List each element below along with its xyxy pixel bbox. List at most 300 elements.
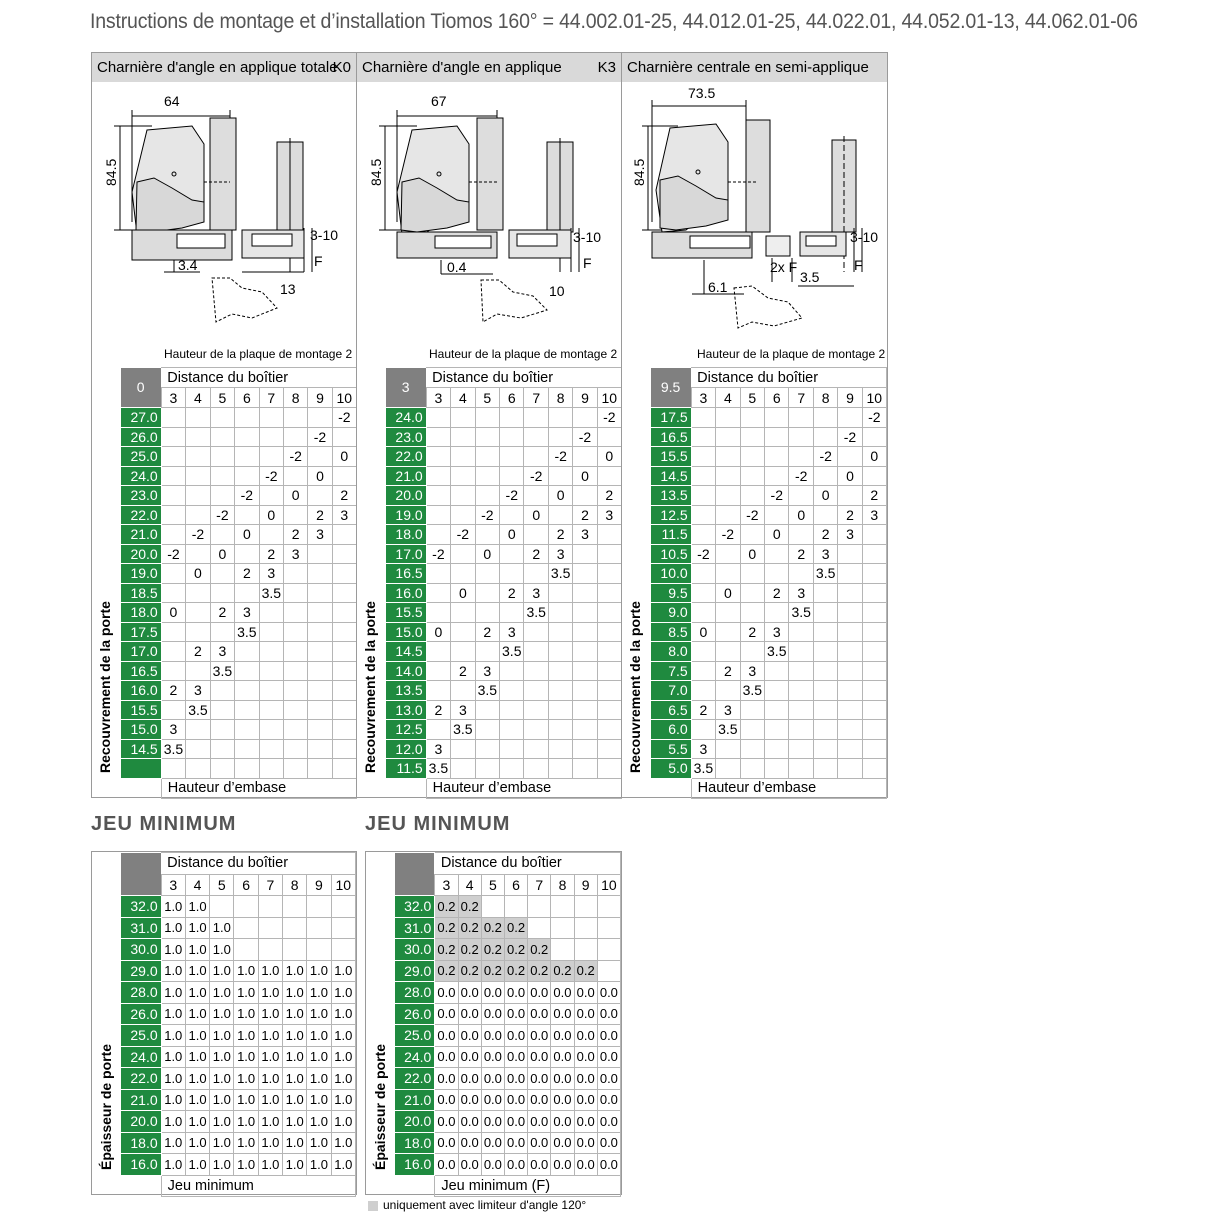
table-row: [121, 1154, 356, 1176]
table-cell: [475, 720, 499, 740]
table-cell: [308, 544, 332, 564]
table-cell: [524, 681, 548, 701]
table-cell: [186, 486, 210, 506]
dim-f: F: [583, 255, 592, 271]
table-cell: [740, 642, 764, 662]
table-cell: [765, 603, 789, 623]
table-cell: [210, 447, 234, 467]
table-cell: [284, 505, 308, 525]
table-cell: 0.2: [435, 917, 458, 939]
table-cell: 1.0: [331, 982, 355, 1004]
row-header: 18.0: [121, 1132, 162, 1154]
table-cell: 1.0: [185, 1003, 209, 1025]
table-cell: 3.5: [789, 603, 813, 623]
table-cell: [597, 759, 621, 779]
hinge-drawing: [622, 82, 887, 352]
table-cell: 0.0: [458, 1154, 481, 1176]
table-cell: [548, 427, 572, 447]
row-header: 5.0: [651, 759, 692, 779]
table-cell: 0.0: [528, 1111, 551, 1133]
overlay-table: [385, 367, 622, 799]
table-cell: [789, 661, 813, 681]
table-cell: [161, 408, 185, 428]
row-header: 12.5: [651, 505, 692, 525]
table-cell: [524, 564, 548, 584]
table-cell: 3: [789, 583, 813, 603]
table-cell: [259, 720, 283, 740]
table-cell: [308, 486, 332, 506]
table-cell: [838, 661, 862, 681]
table-cell: 3.5: [475, 681, 499, 701]
table-cell: 0.0: [597, 1154, 620, 1176]
table-row: [386, 427, 622, 447]
table-cell: [691, 466, 715, 486]
row-header: 22.0: [395, 1068, 435, 1090]
table-cell: [765, 681, 789, 701]
row-header: 25.0: [121, 1025, 162, 1047]
table-row: [395, 1089, 621, 1111]
row-header: 14.0: [386, 661, 427, 681]
table-cell: 0.0: [481, 1111, 504, 1133]
column-header: 10: [597, 874, 620, 896]
table-cell: [186, 427, 210, 447]
row-header: 20.0: [395, 1111, 435, 1133]
row-header: 22.0: [121, 505, 162, 525]
table-cell: 2: [573, 505, 597, 525]
table-cell: 0.2: [435, 960, 458, 982]
table-cell: [813, 408, 837, 428]
panel-code: K3: [597, 59, 616, 76]
dim-width: 67: [431, 93, 447, 109]
dim-f: F: [314, 253, 323, 269]
table-cell: [813, 427, 837, 447]
table-cell: 2: [862, 486, 886, 506]
table-cell: 0: [308, 466, 332, 486]
table-row: [651, 525, 887, 545]
table-cell: [475, 603, 499, 623]
table-cell: [475, 525, 499, 545]
column-header: 5: [210, 874, 234, 896]
table-cell: [258, 939, 282, 961]
table-cell: [308, 759, 332, 779]
table-cell: [597, 960, 620, 982]
table-cell: 1.0: [258, 1068, 282, 1090]
table-cell: 1.0: [234, 1025, 258, 1047]
table-cell: [500, 544, 524, 564]
footer-spacer: [395, 1175, 435, 1197]
table-cell: 1.0: [258, 1132, 282, 1154]
table-cell: [161, 583, 185, 603]
row-header: 10.5: [651, 544, 692, 564]
table-cell: [284, 408, 308, 428]
table-cell: [789, 447, 813, 467]
table-cell: [500, 466, 524, 486]
table-cell: 1.0: [161, 1003, 185, 1025]
table-cell: [573, 583, 597, 603]
table-cell: [862, 681, 886, 701]
table-cell: 0.0: [551, 1089, 574, 1111]
table-cell: 3.5: [259, 583, 283, 603]
table-row: [386, 681, 622, 701]
table-cell: [500, 603, 524, 623]
table-cell: [716, 642, 740, 662]
table-cell: 0.2: [504, 960, 527, 982]
legend-text: uniquement avec limiteur d'angle 120°: [383, 1198, 587, 1212]
table-cell: 0.0: [458, 1089, 481, 1111]
page-title: Instructions de montage et d’installation Tiomos 160° = 44.002.01-25, 44.012.01-25, 44.022.01, 44.052.01-13, 44.062.01-06: [90, 10, 1138, 33]
row-header: 15.5: [121, 700, 162, 720]
table-cell: [716, 486, 740, 506]
table-cell: 1.0: [185, 1132, 209, 1154]
table-cell: [284, 700, 308, 720]
table-cell: [789, 486, 813, 506]
table-cell: 0: [838, 466, 862, 486]
table-cell: [740, 720, 764, 740]
table-cell: 1.0: [258, 1046, 282, 1068]
table-cell: 0.0: [574, 1132, 597, 1154]
table-cell: 0: [426, 622, 450, 642]
table-cell: [332, 681, 356, 701]
table-cell: [691, 583, 715, 603]
table-cell: 2: [740, 622, 764, 642]
table-cell: 0.0: [551, 1154, 574, 1176]
row-header: 30.0: [121, 939, 162, 961]
table-cell: 0: [210, 544, 234, 564]
table-cell: 3.5: [235, 622, 259, 642]
table-cell: 2: [838, 505, 862, 525]
column-header: 3: [691, 388, 715, 408]
row-header: 31.0: [121, 917, 162, 939]
table-cell: [838, 486, 862, 506]
table-cell: 1.0: [283, 1046, 307, 1068]
table-cell: 0: [813, 486, 837, 506]
table-cell: 0.0: [458, 1111, 481, 1133]
table-cell: 2: [716, 661, 740, 681]
table-row: [386, 408, 622, 428]
jeu-panel-2: [365, 851, 622, 1195]
table-cell: [426, 505, 450, 525]
table-row: [386, 661, 622, 681]
table-cell: 0.0: [528, 1068, 551, 1090]
column-header: 8: [813, 388, 837, 408]
column-header: 7: [259, 388, 283, 408]
table-row: [386, 759, 622, 779]
table-cell: [740, 427, 764, 447]
table-cell: [259, 700, 283, 720]
table-row: [121, 939, 356, 961]
table-cell: 1.0: [331, 1132, 355, 1154]
table-cell: 1.0: [283, 1003, 307, 1025]
table-cell: [307, 896, 331, 918]
column-header: 4: [716, 388, 740, 408]
table-cell: [524, 622, 548, 642]
row-header: 18.0: [386, 525, 427, 545]
table-cell: [838, 720, 862, 740]
table-cell: [813, 759, 837, 779]
table-cell: 1.0: [185, 896, 209, 918]
table-cell: [186, 759, 210, 779]
table-cell: 3: [475, 661, 499, 681]
table-cell: [332, 603, 356, 623]
table-cell: 2: [451, 661, 475, 681]
row-header: [121, 759, 162, 779]
column-header: 8: [551, 874, 574, 896]
table-cell: [332, 739, 356, 759]
row-header: 20.0: [121, 1111, 162, 1133]
table-cell: [426, 525, 450, 545]
column-header: 9: [308, 388, 332, 408]
table-cell: -2: [524, 466, 548, 486]
table-cell: 3: [161, 720, 185, 740]
table-cell: 3: [548, 544, 572, 564]
table-cell: 1.0: [283, 1089, 307, 1111]
table-cell: [475, 759, 499, 779]
table-cell: [524, 759, 548, 779]
column-header: 9: [838, 388, 862, 408]
row-header: 24.0: [121, 466, 162, 486]
table-cell: 2: [548, 525, 572, 545]
table-cell: [234, 917, 258, 939]
table-row: [386, 486, 622, 506]
row-header: 14.5: [651, 466, 692, 486]
table-cell: [284, 583, 308, 603]
table-cell: [331, 939, 355, 961]
table-row: [121, 759, 357, 779]
table-cell: [284, 661, 308, 681]
table-row: [121, 447, 357, 467]
table-cell: [284, 603, 308, 623]
table-cell: 1.0: [331, 1068, 355, 1090]
table-cell: [259, 739, 283, 759]
table-cell: 0.0: [458, 982, 481, 1004]
row-header: 6.0: [651, 720, 692, 740]
table-row: [121, 982, 356, 1004]
table-cell: [284, 642, 308, 662]
table-row: [651, 739, 887, 759]
column-header: 9: [574, 874, 597, 896]
table-cell: [597, 917, 620, 939]
table-footer: Jeu minimum (F): [435, 1175, 621, 1197]
legend: [368, 1198, 586, 1212]
table-cell: 3.5: [161, 739, 185, 759]
table-row: [651, 700, 887, 720]
table-cell: [210, 759, 234, 779]
table-cell: [716, 759, 740, 779]
table-cell: [259, 759, 283, 779]
panel-title: Charnière centrale en semi-applique: [627, 59, 869, 76]
row-header: 23.0: [121, 486, 162, 506]
table-row: [651, 505, 887, 525]
column-header: 10: [331, 874, 355, 896]
table-cell: [862, 427, 886, 447]
table-cell: 1.0: [161, 1025, 185, 1047]
row-header: 15.0: [121, 720, 162, 740]
row-header: 31.0: [395, 917, 435, 939]
table-cell: [813, 603, 837, 623]
table-cell: 2: [813, 525, 837, 545]
table-cell: -2: [691, 544, 715, 564]
table-cell: 0.2: [481, 960, 504, 982]
table-cell: [789, 759, 813, 779]
table-cell: [235, 544, 259, 564]
column-header: 7: [524, 388, 548, 408]
table-cell: 3.5: [716, 720, 740, 740]
table-corner: [121, 853, 162, 896]
table-cell: 1.0: [307, 1068, 331, 1090]
table-cell: [500, 700, 524, 720]
table-cell: [161, 759, 185, 779]
table-cell: [862, 622, 886, 642]
table-cell: [235, 505, 259, 525]
table-cell: [838, 642, 862, 662]
table-row: [651, 466, 887, 486]
dim-gap: 3-10: [310, 227, 339, 243]
table-cell: 0: [716, 583, 740, 603]
table-cell: 1.0: [234, 1111, 258, 1133]
table-cell: 3: [838, 525, 862, 545]
table-cell: [716, 564, 740, 584]
table-cell: 1.0: [185, 1046, 209, 1068]
table-cell: [451, 759, 475, 779]
row-header: 21.0: [121, 525, 162, 545]
table-cell: [716, 739, 740, 759]
table-cell: [765, 408, 789, 428]
table-row: [651, 544, 887, 564]
table-cell: [475, 408, 499, 428]
table-row: [121, 739, 357, 759]
table-cell: [259, 622, 283, 642]
table-cell: [235, 583, 259, 603]
table-cell: [451, 564, 475, 584]
vertical-label: Recouvrement de la porte: [97, 601, 113, 773]
table-cell: [332, 622, 356, 642]
row-header: 19.0: [121, 564, 162, 584]
table-cell: [765, 427, 789, 447]
table-cell: [284, 720, 308, 740]
table-cell: [524, 739, 548, 759]
dim-angle: 3.5: [800, 269, 820, 285]
row-header: 24.0: [386, 408, 427, 428]
table-cell: 0.0: [574, 1003, 597, 1025]
table-cell: 0.0: [481, 1089, 504, 1111]
table-cell: [235, 408, 259, 428]
panel-header: [92, 53, 357, 82]
table-row: [121, 917, 356, 939]
table-footer: Hauteur d’embase: [691, 778, 886, 798]
column-header: 4: [451, 388, 475, 408]
table-cell: 3: [765, 622, 789, 642]
table-cell: [789, 681, 813, 701]
hinge-drawing: [92, 82, 357, 352]
table-cell: [451, 622, 475, 642]
row-header: 14.5: [121, 739, 162, 759]
table-cell: 1.0: [234, 982, 258, 1004]
row-header: 8.0: [651, 642, 692, 662]
table-cell: [161, 486, 185, 506]
table-cell: [813, 622, 837, 642]
table-cell: [765, 661, 789, 681]
table-cell: 0: [332, 447, 356, 467]
table-cell: 0: [597, 447, 621, 467]
table-cell: 2: [426, 700, 450, 720]
table-cell: 1.0: [210, 1003, 234, 1025]
table-cell: -2: [235, 486, 259, 506]
table-cell: [597, 583, 621, 603]
table-cell: [524, 427, 548, 447]
table-cell: [765, 564, 789, 584]
row-header: 22.0: [121, 1068, 162, 1090]
table-cell: [331, 896, 355, 918]
table-cell: 1.0: [161, 896, 185, 918]
table-corner: [395, 853, 435, 896]
table-cell: [691, 486, 715, 506]
row-header: 7.5: [651, 661, 692, 681]
table-row: [121, 603, 357, 623]
jeu-heading: JEU MINIMUM: [365, 813, 511, 835]
table-cell: [740, 700, 764, 720]
table-cell: [551, 939, 574, 961]
table-row: [395, 1154, 621, 1176]
table-cell: [813, 642, 837, 662]
legend-swatch: [368, 1201, 378, 1211]
table-cell: 1.0: [331, 1089, 355, 1111]
footer-spacer: [121, 778, 162, 798]
table-cell: [789, 622, 813, 642]
table-cell: 1.0: [234, 1003, 258, 1025]
table-cell: [740, 739, 764, 759]
table-cell: 1.0: [307, 1003, 331, 1025]
table-cell: [475, 739, 499, 759]
table-cell: [597, 466, 621, 486]
table-cell: [765, 505, 789, 525]
table-cell: [740, 583, 764, 603]
column-header: 8: [283, 874, 307, 896]
table-cell: [765, 759, 789, 779]
row-header: 22.0: [386, 447, 427, 467]
table-cell: [838, 700, 862, 720]
table-cell: 0.0: [504, 1025, 527, 1047]
table-cell: 0.2: [458, 960, 481, 982]
table-cell: [597, 525, 621, 545]
table-row: [121, 427, 357, 447]
distance-header: Distance du boîtier: [691, 368, 886, 388]
table-cell: [235, 681, 259, 701]
table-cell: 0.0: [528, 1025, 551, 1047]
table-cell: [862, 466, 886, 486]
table-row: [121, 1068, 356, 1090]
table-cell: 0.0: [435, 1089, 458, 1111]
table-cell: [284, 759, 308, 779]
panel-k0: [91, 52, 358, 798]
row-header: 32.0: [121, 896, 162, 918]
table-cell: -2: [862, 408, 886, 428]
table-cell: 0.2: [528, 939, 551, 961]
column-header: 3: [426, 388, 450, 408]
table-cell: [235, 720, 259, 740]
table-cell: [528, 917, 551, 939]
table-cell: [161, 700, 185, 720]
table-cell: [716, 466, 740, 486]
table-cell: [813, 583, 837, 603]
table-cell: [862, 603, 886, 623]
table-cell: 0: [573, 466, 597, 486]
table-cell: [259, 525, 283, 545]
table-cell: -2: [548, 447, 572, 467]
table-footer: Hauteur d’embase: [426, 778, 621, 798]
table-cell: [862, 642, 886, 662]
table-cell: [332, 759, 356, 779]
table-cell: 2: [597, 486, 621, 506]
